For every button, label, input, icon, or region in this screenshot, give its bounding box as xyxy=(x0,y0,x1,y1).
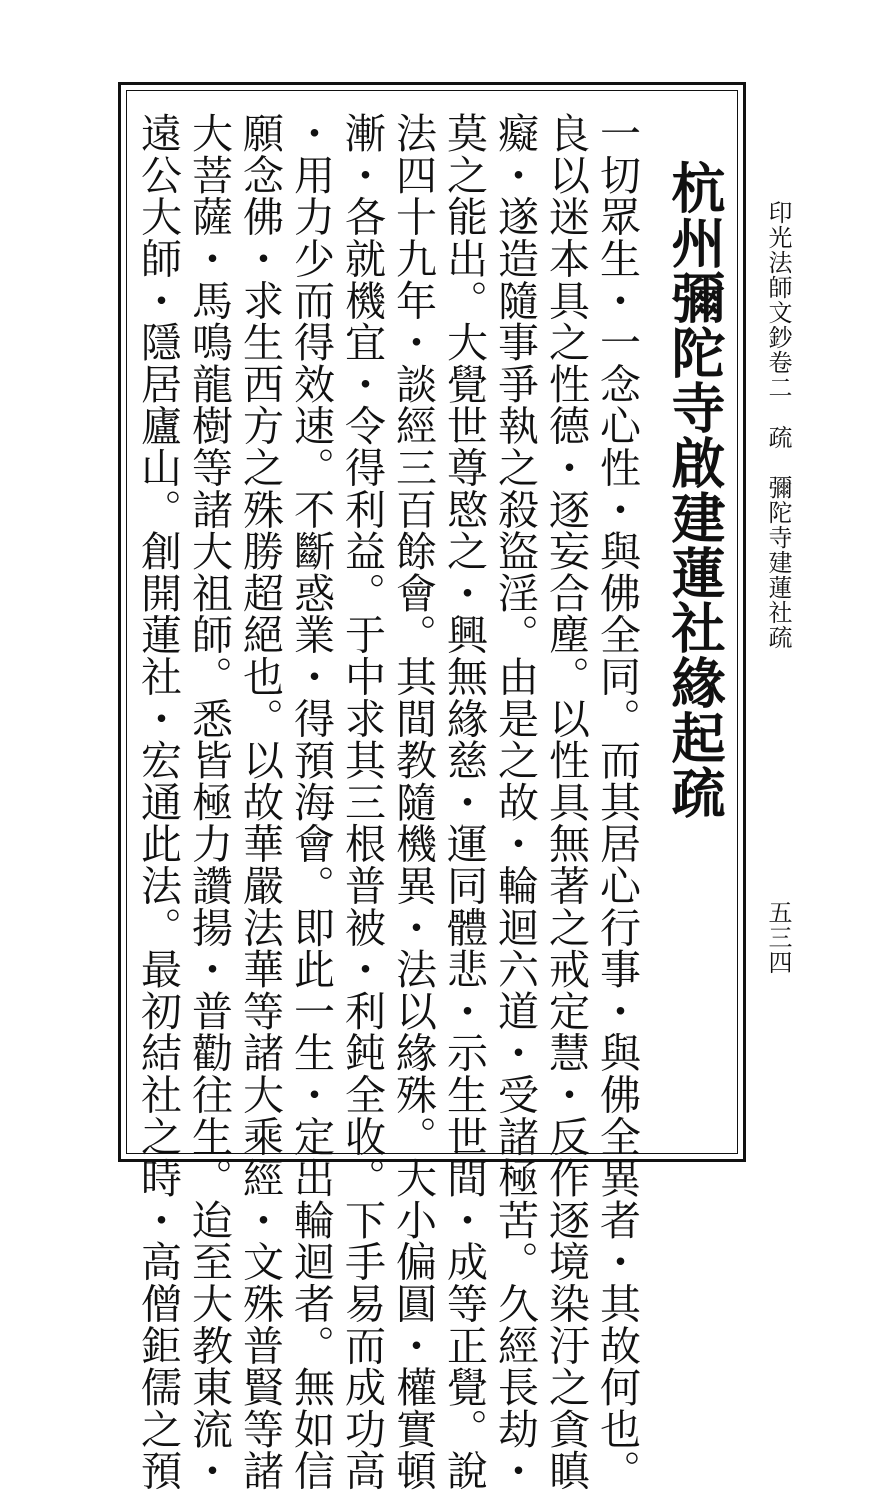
essay-title: 杭州彌陀寺啟建蓮社緣起疏 xyxy=(663,160,727,820)
text-column: 良以迷本具之性德・逐妄合塵。以性具無著之戒定慧・反作逐境染汙之貪瞋 xyxy=(542,112,590,1491)
text-column: 莫之能出。大覺世尊愍之・興無緣慈・運同體悲・示生世間・成等正覺。說 xyxy=(440,112,488,1491)
text-column: 漸・各就機宜・令得利益。于中求其三根普被・利鈍全收。下手易而成功高 xyxy=(338,112,386,1491)
text-column: 一切眾生・一念心性・與佛全同。而其居心行事・與佛全異者・其故何也。 xyxy=(593,112,641,1491)
text-column: 大菩薩・馬鳴龍樹等諸大祖師。悉皆極力讚揚・普勸往生。迨至大教東流・ xyxy=(185,112,233,1491)
text-column: 法四十九年・談經三百餘會。其間教隨機異・法以緣殊。大小偏圓・權實頓 xyxy=(389,112,437,1491)
running-header: 印光法師文鈔卷二 疏 彌陀寺建蓮社疏 xyxy=(764,200,792,650)
text-column: ・用力少而得效速。不斷惑業・得預海會。即此一生・定出輪迴者。無如信 xyxy=(287,112,335,1491)
page-number: 五三四 xyxy=(764,900,792,975)
text-column: 遠公大師・隱居廬山。創開蓮社・宏通此法。最初結社之時・高僧鉅儒之預 xyxy=(134,112,182,1491)
text-column: 癡・遂造隨事爭執之殺盜淫。由是之故・輪迴六道・受諸極苦。久經長劫・ xyxy=(491,112,539,1491)
text-column: 願念佛・求生西方之殊勝超絕也。以故華嚴法華等諸大乘經・文殊普賢等諸 xyxy=(236,112,284,1491)
